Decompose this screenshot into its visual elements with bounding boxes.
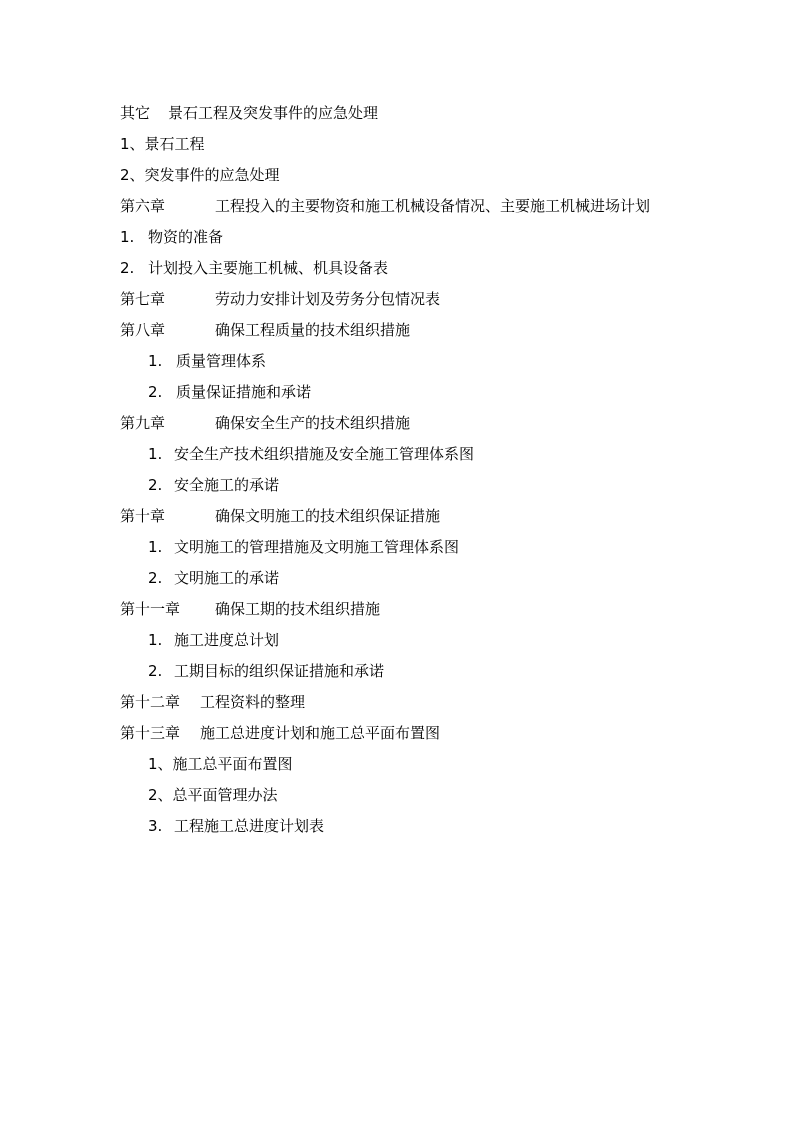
- toc-prefix: 第七章: [120, 290, 166, 308]
- toc-text: 景石工程: [144, 135, 205, 153]
- toc-prefix: 第十一章: [120, 600, 181, 618]
- toc-text: 质量管理体系: [176, 352, 267, 370]
- toc-prefix: 第十三章: [120, 724, 181, 742]
- toc-text: 文明施工的承诺: [174, 569, 280, 587]
- toc-line: [120, 470, 740, 501]
- toc-prefix: 第八章: [120, 321, 166, 339]
- toc-line: [120, 408, 740, 439]
- toc-text: 物资的准备: [148, 228, 224, 246]
- toc-prefix: 其它: [120, 104, 151, 122]
- toc-prefix: 第十二章: [120, 693, 181, 711]
- toc-text: 文明施工的管理措施及文明施工管理体系图: [174, 538, 460, 556]
- toc-prefix: 1、: [148, 755, 173, 773]
- toc-line: [120, 191, 740, 222]
- toc-line: [120, 253, 740, 284]
- toc-text: 安全施工的承诺: [174, 476, 280, 494]
- toc-line: [120, 222, 740, 253]
- toc-text: 确保文明施工的技术组织保证措施: [215, 507, 441, 525]
- toc-text: 景石工程及突发事件的应急处理: [168, 104, 379, 122]
- toc-text: 工程资料的整理: [200, 693, 306, 711]
- toc-prefix: 第九章: [120, 414, 166, 432]
- toc-prefix: 2、: [148, 786, 173, 804]
- toc-line: [120, 532, 740, 563]
- toc-text: 计划投入主要施工机械、机具设备表: [148, 259, 389, 277]
- toc-line: [120, 129, 740, 160]
- toc-text: 工程投入的主要物资和施工机械设备情况、主要施工机械进场计划: [215, 197, 651, 215]
- toc-line: [120, 811, 740, 842]
- toc-text: 工期目标的组织保证措施和承诺: [174, 662, 385, 680]
- toc-prefix: 1、: [120, 135, 145, 153]
- toc-prefix: 2.: [148, 476, 163, 494]
- toc-prefix: 1.: [148, 352, 163, 370]
- toc-text: 施工总进度计划和施工总平面布置图: [200, 724, 441, 742]
- table-of-contents: [120, 98, 740, 842]
- toc-line: [120, 284, 740, 315]
- toc-line: [120, 377, 740, 408]
- toc-line: [120, 346, 740, 377]
- toc-text: 施工总平面布置图: [172, 755, 293, 773]
- toc-prefix: 2、: [120, 166, 145, 184]
- toc-prefix: 第六章: [120, 197, 166, 215]
- toc-line: [120, 656, 740, 687]
- toc-line: [120, 501, 740, 532]
- toc-line: [120, 718, 740, 749]
- toc-prefix: 1.: [148, 631, 163, 649]
- toc-line: [120, 594, 740, 625]
- toc-text: 确保安全生产的技术组织措施: [215, 414, 411, 432]
- toc-text: 施工进度总计划: [174, 631, 280, 649]
- toc-line: [120, 749, 740, 780]
- toc-text: 突发事件的应急处理: [144, 166, 280, 184]
- toc-prefix: 1.: [148, 538, 163, 556]
- toc-prefix: 2.: [148, 383, 163, 401]
- toc-text: 确保工期的技术组织措施: [215, 600, 381, 618]
- toc-text: 工程施工总进度计划表: [174, 817, 325, 835]
- toc-line: [120, 160, 740, 191]
- toc-line: [120, 98, 740, 129]
- toc-prefix: 1.: [148, 445, 163, 463]
- toc-prefix: 2.: [148, 569, 163, 587]
- toc-line: [120, 439, 740, 470]
- toc-text: 安全生产技术组织措施及安全施工管理体系图: [174, 445, 475, 463]
- toc-text: 总平面管理办法: [172, 786, 278, 804]
- toc-prefix: 第十章: [120, 507, 166, 525]
- toc-text: 确保工程质量的技术组织措施: [215, 321, 411, 339]
- toc-text: 劳动力安排计划及劳务分包情况表: [215, 290, 441, 308]
- toc-line: [120, 780, 740, 811]
- toc-line: [120, 687, 740, 718]
- toc-prefix: 2.: [148, 662, 163, 680]
- toc-line: [120, 315, 740, 346]
- toc-prefix: 1.: [120, 228, 135, 246]
- toc-text: 质量保证措施和承诺: [176, 383, 312, 401]
- toc-line: [120, 625, 740, 656]
- toc-prefix: 2.: [120, 259, 135, 277]
- toc-line: [120, 563, 740, 594]
- toc-prefix: 3.: [148, 817, 163, 835]
